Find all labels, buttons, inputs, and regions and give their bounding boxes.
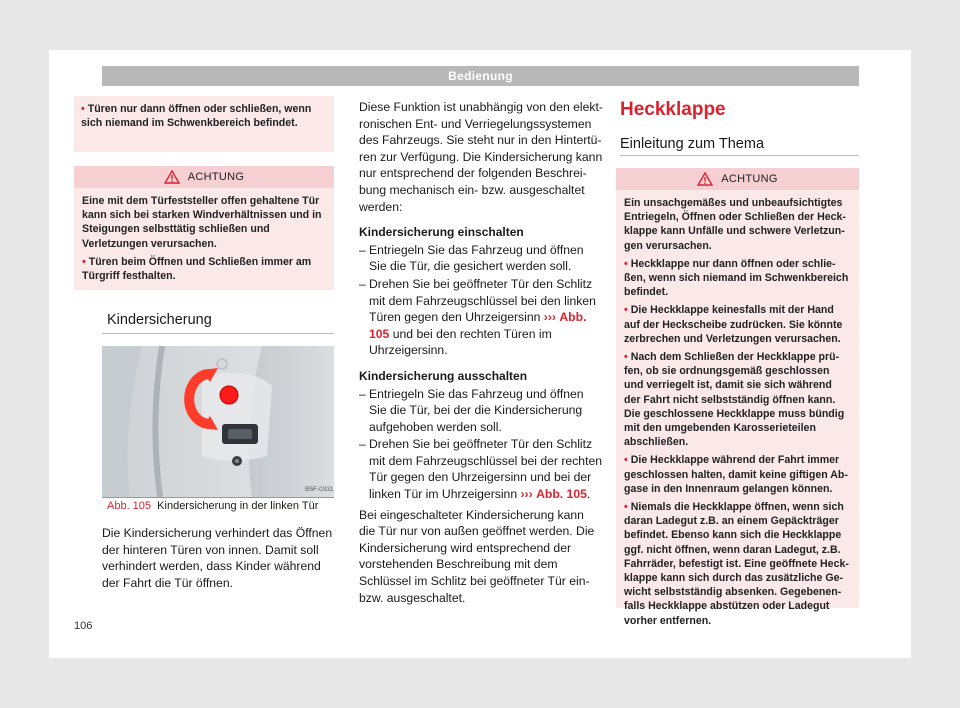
warning-triangle-icon [697,172,713,186]
page-number: 106 [74,620,93,632]
section-rule [620,155,859,156]
figure-door-illustration [102,346,334,497]
child-lock-illustration [102,346,334,497]
step-disable-2: – Drehen Sie bei geöffneter Tür den Schlitz mit dem Fahrzeugschlüssel bei der rechten Tür gegen den Uhrzeigersinn und bei der linken Tür im Uhrzeigersinn ››› Abb. 105. [359,437,603,502]
heading-disable: Kindersicherung ausschalten [359,368,528,383]
figure-label: Abb. 105 [107,500,152,512]
warning-box-tailgate [616,168,859,627]
function-description: Diese Funktion ist unabhängig von den elektronischen Ent- und Verriegelungssystemen des Fahrzeugs. Sie steht nur in den Hintertüren zur Verfügung. Die Kindersicherung kann nur entsprechend der folgenden Beschreibung mechanisch ein- bzw. ausgeschaltet werden: [359,100,603,214]
step-enable-1: – Entriegeln Sie das Fahrzeug und öffnen Sie die Tür, die gesichert werden soll. [359,242,584,274]
bullet-icon: • [82,255,86,268]
page-header: Bedienung [102,66,859,86]
left-column [74,96,334,290]
warning-paragraph: Ein unsachgemäßes und unbeaufsichtigtes Entriegeln, Öffnen oder Schließen der Heckklappe kann Unfälle und schwere Verletzungen verursachen. [624,197,846,252]
warning-bullet: • Türen beim Öffnen und Schließen immer am Türgriff festhalten. [82,255,312,283]
warning-label: ACHTUNG [187,171,245,183]
figure-rule [102,497,334,498]
bullet-icon: • [624,257,628,270]
warning-header [74,166,334,188]
section-title-kindersicherung: Kindersicherung [107,312,212,328]
bullet-icon: • [81,103,85,115]
warning-box-door [74,166,334,290]
warning-triangle-icon [164,170,180,184]
chapter-title: Heckklappe [620,99,726,120]
section-rule [102,333,334,334]
bullet-icon: • [624,454,628,467]
warning-paragraph: Eine mit dem Türfeststeller offen gehaltene Tür kann sich bei starken Windverhältnissen und in Steigungen selbsttätig schließen und Verletzungen verursachen. [82,195,322,250]
heading-enable: Kindersicherung einschalten [359,225,524,240]
figure-reference-link[interactable]: Abb. 105 [369,310,587,341]
figure-caption [107,500,318,512]
warning-bullet: • Die Heckklappe keinesfalls mit der Hand auf der Heckscheibe zudrücken. Sie könnte zerbrechen und Verletzungen verursachen. [624,304,843,345]
figure-caption-text: Kindersicherung in der linken Tür [157,500,319,512]
intro-paragraph: Die Kindersicherung verhindert das Öffnen der hinteren Türen von innen. Damit soll verhindert werden, dass Kinder während der Fahrt die Tür öffnen. [102,526,333,590]
figure-code: B5F-0331 [305,486,334,493]
warning-bullet: • Niemals die Heckklappe öffnen, wenn sich daran Ladegut z.B. an einem Gepäckträger befindet. Ebenso kann sich die Heckklappe ggf. nicht öffnen, wenn daran Ladegut, z.B. Fahrräder, befestigt ist. Eine geöffnete Heckklappe kann sich durch das zusätzliche Gewicht selbstständig absenken. Gegebenenfalls Heckklappe abstützen oder Ladegut vorher entfernen. [624,501,849,627]
section-title-intro: Einleitung zum Thema [620,136,765,152]
warning-bullet: • Heckklappe nur dann öffnen oder schließen, wenn sich niemand im Schwenkbereich befindet. [624,257,849,299]
warning-bullet: • Die Heckklappe während der Fahrt immer geschlossen halten, damit keine giftigen Abgase in den Innenraum gelangen können. [624,454,848,495]
safety-note: • Türen nur dann öffnen oder schließen, wenn sich niemand im Schwenkbereich befindet. [81,103,312,130]
warning-label: ACHTUNG [721,173,778,185]
bullet-icon: • [624,501,628,514]
warning-header [616,168,859,190]
figure-reference-link[interactable]: Abb. 105 [536,487,587,502]
warning-bullet: • Nach dem Schließen der Heckklappe prüfen, ob sie ordnungsgemäß geschlossen und verriegelt ist, damit sie sich während der Fahrt nicht selbstständig öffnen kann. Die geschlossene Heckklappe muss bündig mit den umgebenden Karosserieteilen abschließen. [624,351,845,449]
closing-paragraph: Bei eingeschalteter Kindersicherung kann die Tür nur von außen geöffnet werden. Die Kindersicherung wird entsprechend der vorstehenden Beschreibung mit dem Schlüssel im Schlitz bei geöffneter Tür ein- bzw. ausgeschaltet. [359,507,595,605]
bullet-icon: • [624,304,628,317]
safety-note-box [74,96,334,152]
step-enable-2: – Drehen Sie bei geöffneter Tür den Schlitz mit dem Fahrzeugschlüssel bei den linken Türen gegen den Uhrzeigersinn ››› Abb. 105 und bei den rechten Türen im Uhrzeigersinn. [359,276,596,358]
middle-column [359,99,603,606]
bullet-icon: • [624,351,628,364]
step-disable-1: – Entriegeln Sie das Fahrzeug und öffnen Sie die Tür, bei der die Kindersicherung aufgehoben werden soll. [359,386,584,434]
